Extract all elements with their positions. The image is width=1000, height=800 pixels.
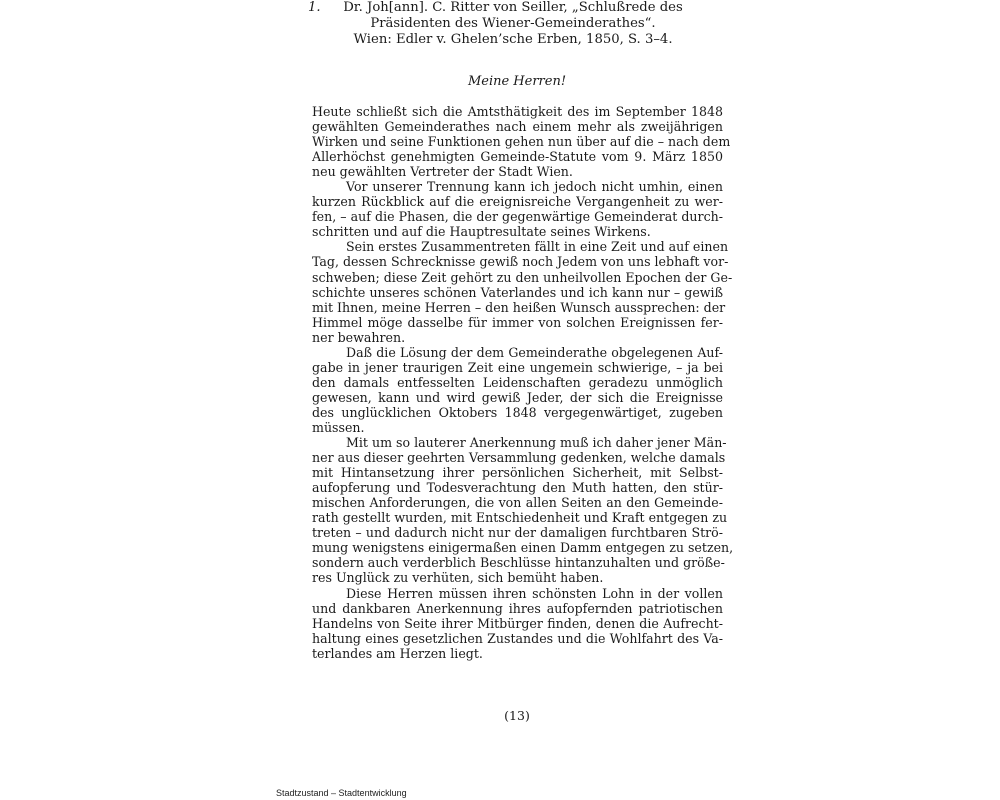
text-line: gewesen, kann und wird gewiß Jeder, der sich die Ereignisse bbox=[312, 389, 723, 405]
text-line: Wirken und seine Funktionen gehen nun über auf die – nach dem bbox=[312, 134, 731, 150]
running-footer: Stadtzustand – Stadtentwicklung bbox=[276, 788, 407, 798]
text-line: des unglücklichen Oktobers 1848 vergegenwärtiget, zugeben bbox=[312, 404, 723, 420]
paragraph bbox=[312, 345, 723, 435]
text-line: res Unglück zu verhüten, sich bemüht haben. bbox=[312, 570, 604, 586]
text-line: sondern auch verderblich Beschlüsse hintanzuhalten und größe- bbox=[312, 555, 725, 571]
text-line: gewählten Gemeinderathes nach einem mehr als zweijährigen bbox=[312, 119, 723, 135]
text-line: den damals entfesselten Leidenschaften geradezu unmöglich bbox=[312, 374, 723, 390]
text-line: neu gewählten Vertreter der Stadt Wien. bbox=[312, 164, 573, 180]
text-line: ner aus dieser geehrten Versammlung gedenken, welche damals bbox=[312, 450, 726, 466]
text-line: aufopferung und Todesverachtung den Muth hatten, den stür- bbox=[312, 480, 723, 496]
paragraph bbox=[312, 179, 723, 239]
text-line: mung wenigstens einigermaßen einen Damm entgegen zu setzen, bbox=[312, 540, 734, 556]
text-line: haltung eines gesetzlichen Zustandes und die Wohlfahrt des Va- bbox=[312, 630, 723, 646]
text-line: Daß die Lösung der dem Gemeinderathe obgelegenen Auf- bbox=[346, 344, 723, 360]
text-line: Vor unserer Trennung kann ich jedoch nicht umhin, einen bbox=[346, 179, 723, 195]
citation-line: Dr. Joh[ann]. C. Ritter von Seiller, „Schlußrede des bbox=[343, 0, 683, 15]
body-text bbox=[312, 104, 734, 661]
text-line: und dankbaren Anerkennung ihres aufopfernden patriotischen bbox=[312, 600, 723, 616]
text-line: gabe in jener traurigen Zeit eine ungemein schwierige, – ja bei bbox=[312, 359, 723, 375]
text-line: ner bewahren. bbox=[312, 329, 406, 345]
text-line: treten – und dadurch nicht nur der damaligen furchtbaren Strö- bbox=[312, 525, 723, 541]
paragraph bbox=[312, 435, 734, 586]
text-line: terlandes am Herzen liegt. bbox=[312, 645, 483, 661]
text-line: schweben; diese Zeit gehört zu den unheilvollen Epochen der Ge- bbox=[312, 269, 733, 285]
text-line: Mit um so lauterer Anerkennung muß ich daher jener Män- bbox=[346, 435, 727, 451]
citation-line: Wien: Edler v. Ghelen’sche Erben, 1850, S. 3–4. bbox=[353, 32, 673, 47]
text-line: Tag, dessen Schrecknisse gewiß noch Jedem von uns lebhaft vor- bbox=[312, 254, 729, 270]
text-line: schichte unseres schönen Vaterlandes und ich kann nur – gewiß bbox=[312, 284, 723, 300]
text-line: rath gestellt wurden, mit Entschiedenheit und Kraft entgegen zu bbox=[312, 510, 728, 526]
text-line: mit Ihnen, meine Herren – den heißen Wunsch aussprechen: der bbox=[312, 299, 726, 315]
paragraph bbox=[312, 239, 733, 345]
document-number: 1. bbox=[308, 0, 321, 15]
text-line: schritten und auf die Hauptresultate seines Wirkens. bbox=[312, 224, 651, 240]
text-line: Handelns von Seite ihrer Mitbürger finden, denen die Aufrecht- bbox=[312, 615, 723, 631]
citation-line: Präsidenten des Wiener-Gemeinderathes“. bbox=[370, 16, 656, 31]
text-line: Heute schließt sich die Amtsthätigkeit des im September 1848 bbox=[312, 104, 723, 119]
salutation: Meine Herren! bbox=[467, 74, 567, 89]
text-line: Allerhöchst genehmigten Gemeinde-Statute vom 9. März 1850 bbox=[312, 149, 723, 165]
paragraph bbox=[312, 104, 731, 180]
page-number: (13) bbox=[504, 708, 530, 723]
citation-header bbox=[308, 0, 728, 48]
text-line: mit Hintansetzung ihrer persönlichen Sicherheit, mit Selbst- bbox=[312, 465, 723, 481]
citation-text bbox=[328, 0, 698, 48]
paragraph bbox=[312, 586, 723, 661]
text-line: müssen. bbox=[312, 419, 365, 435]
text-line: Himmel möge dasselbe für immer von solchen Ereignissen fer- bbox=[312, 314, 723, 330]
text-line: Sein erstes Zusammentreten fällt in eine Zeit und auf einen bbox=[346, 239, 729, 255]
text-line: Diese Herren müssen ihren schönsten Lohn in der vollen bbox=[346, 585, 723, 601]
text-line: mischen Anforderungen, die von allen Seiten an den Gemeinde- bbox=[312, 495, 723, 511]
text-line: kurzen Rückblick auf die ereignisreiche Vergangenheit zu wer- bbox=[312, 194, 723, 210]
text-line: fen, – auf die Phasen, die der gegenwärtige Gemeinderat durch- bbox=[312, 209, 723, 225]
